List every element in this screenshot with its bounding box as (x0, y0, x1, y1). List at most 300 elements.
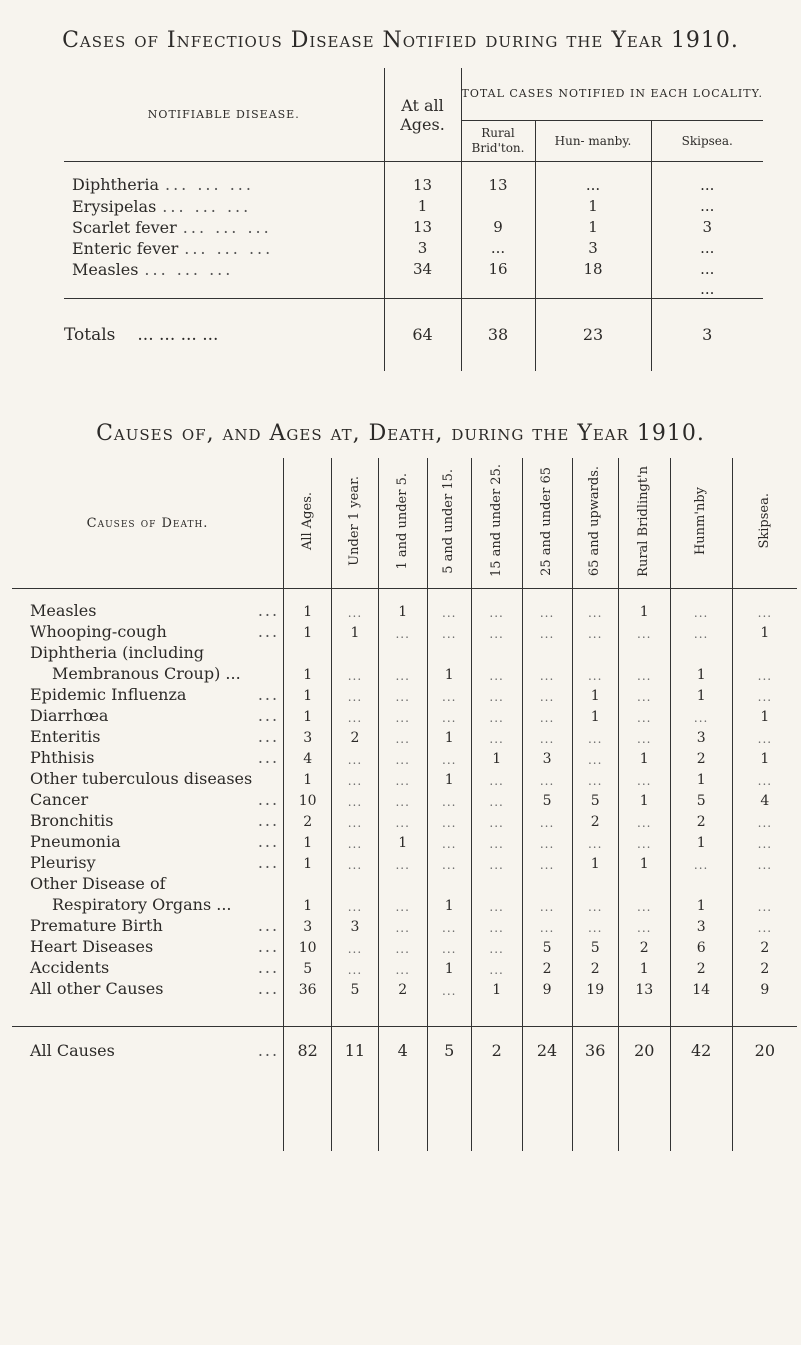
death-row (12, 589, 797, 621)
death-cell: 9 (522, 977, 572, 998)
death-cell-empty (732, 641, 797, 662)
all-causes-cell: 42 (670, 1027, 732, 1152)
header-col-6 (572, 458, 618, 589)
cause-name: All other Causes (30, 979, 164, 998)
spacer-skipsea: ... (651, 280, 763, 299)
death-cell: 1 (732, 746, 797, 767)
disease-name-cell (64, 238, 384, 259)
death-cell: 5 (572, 788, 618, 809)
death-cell: ... (522, 851, 572, 872)
death-cell-empty (471, 872, 522, 893)
death-cell: ... (732, 725, 797, 746)
death-cell: ... (378, 683, 427, 704)
cause-name: Accidents (30, 958, 110, 977)
all-causes-label: All Causes (30, 1041, 115, 1060)
spacer-cell (670, 998, 732, 1027)
death-cell-empty (572, 641, 618, 662)
death-cell: 4 (284, 746, 332, 767)
death-cell: 1 (732, 704, 797, 725)
all-causes-label-cell (12, 1027, 284, 1152)
causes-of-death-title: Causes of, and Ages at, Death, during the Year 1910. (96, 421, 705, 446)
death-cell: ... (572, 893, 618, 914)
cause-name-cell (12, 704, 284, 725)
death-cell: 1 (284, 830, 332, 851)
death-cell: 1 (670, 893, 732, 914)
header-col-4 (471, 458, 522, 589)
death-cell: ... (618, 914, 670, 935)
death-cell: 5 (522, 788, 572, 809)
death-cell: 1 (618, 851, 670, 872)
death-cell: 10 (284, 935, 332, 956)
death-cell: ... (332, 893, 378, 914)
death-cell: ... (572, 725, 618, 746)
spacer-all (384, 280, 461, 299)
death-row (12, 641, 797, 662)
cause-leader: ... (257, 622, 280, 641)
totals-label-cell (64, 298, 384, 371)
death-cell: 1 (332, 620, 378, 641)
disease-leader: ... ... ... (144, 259, 234, 279)
notified-row (64, 259, 763, 280)
death-cell: ... (471, 662, 522, 683)
death-cell: ... (522, 830, 572, 851)
death-cell: ... (378, 704, 427, 725)
death-cell: 3 (284, 725, 332, 746)
death-cell-empty (670, 872, 732, 893)
cell-all: 13 (384, 162, 461, 196)
cause-name-cell (12, 935, 284, 956)
death-cell-empty (332, 641, 378, 662)
death-cell: 2 (522, 956, 572, 977)
death-cell: ... (618, 725, 670, 746)
death-cell: 14 (670, 977, 732, 998)
death-cell: ... (522, 893, 572, 914)
death-cell: 1 (618, 746, 670, 767)
death-cell: ... (572, 830, 618, 851)
cause-name: Pleurisy (30, 853, 96, 872)
death-row (12, 788, 797, 809)
disease-name: Enteric fever (72, 238, 179, 258)
header-col-9 (732, 458, 797, 589)
death-cell: 1 (618, 589, 670, 621)
death-cell: ... (618, 620, 670, 641)
cell-rural: 13 (488, 175, 508, 194)
death-cell: 1 (670, 662, 732, 683)
death-cell-empty (332, 872, 378, 893)
death-cell: 2 (284, 809, 332, 830)
death-cell: 3 (522, 746, 572, 767)
disease-name: Scarlet fever (72, 217, 177, 237)
death-cell: 2 (618, 935, 670, 956)
death-cell: 1 (284, 683, 332, 704)
cell-hunmanby: ... (535, 162, 651, 196)
death-cell: ... (378, 809, 427, 830)
death-cell: ... (378, 725, 427, 746)
disease-name: Erysipelas (72, 196, 157, 216)
death-cell-empty (522, 641, 572, 662)
death-cell: ... (332, 788, 378, 809)
cause-name: Diphtheria (including (30, 643, 205, 662)
death-cell-empty (378, 872, 427, 893)
death-cell: ... (471, 725, 522, 746)
death-cell: ... (572, 662, 618, 683)
cause-leader: ... (257, 601, 280, 620)
death-cell: ... (427, 830, 471, 851)
death-cell: 1 (284, 620, 332, 641)
cell-all: 3 (384, 238, 461, 259)
header-col-label: Under 1 year. (346, 476, 362, 566)
death-cell: ... (427, 589, 471, 621)
death-cell: ... (332, 589, 378, 621)
death-cell: ... (471, 683, 522, 704)
spacer-cell (522, 998, 572, 1027)
death-cell: 1 (427, 767, 471, 788)
death-row (12, 767, 797, 788)
cell-all: 1 (384, 196, 461, 217)
cause-name: Respiratory Organs ... (52, 895, 232, 914)
totals-rural: 38 (461, 298, 535, 371)
cause-leader: ... (257, 748, 280, 767)
death-cell: 2 (378, 977, 427, 998)
death-cell: 2 (670, 746, 732, 767)
death-cell: ... (378, 914, 427, 935)
spacer-cell (618, 998, 670, 1027)
death-cell-empty (670, 641, 732, 662)
cause-name-cell (12, 851, 284, 872)
cell-skipsea: 3 (651, 217, 763, 238)
death-cell: 36 (284, 977, 332, 998)
death-cell: ... (471, 788, 522, 809)
cause-name-cell (12, 788, 284, 809)
death-row (12, 809, 797, 830)
death-cell: 3 (284, 914, 332, 935)
death-cell: 1 (427, 725, 471, 746)
cause-name-cell (12, 725, 284, 746)
header-col-label: 15 and under 25. (488, 464, 504, 578)
cell-rural: 9 (493, 218, 503, 236)
cause-name-cell (12, 767, 284, 788)
header-skipsea: Skipsea. (651, 121, 763, 162)
all-causes-row (12, 1027, 797, 1152)
cell-skipsea: ... (651, 238, 763, 259)
header-rural-bridlington: Rural Brid'ton. (461, 121, 535, 162)
header-col-label: 1 and under 5. (394, 472, 410, 570)
death-cell: ... (332, 830, 378, 851)
death-cell: 1 (284, 589, 332, 621)
death-row (12, 725, 797, 746)
death-cell: 13 (618, 977, 670, 998)
death-cell: 1 (378, 589, 427, 621)
cause-leader: ... (257, 958, 280, 977)
spacer-cell (572, 998, 618, 1027)
all-causes-cell: 11 (332, 1027, 378, 1152)
cell-rural: 16 (488, 260, 508, 278)
death-cell: ... (378, 662, 427, 683)
death-row (12, 914, 797, 935)
death-cell-empty (427, 641, 471, 662)
death-cell: ... (471, 956, 522, 977)
header-total-cases: TOTAL CASES NOTIFIED IN EACH LOCALITY. (461, 68, 763, 121)
death-cell-empty (284, 641, 332, 662)
header-causes-of-death: Causes of Death. (12, 458, 284, 589)
death-cell: ... (378, 935, 427, 956)
spacer-cell (332, 998, 378, 1027)
disease-name-cell (64, 217, 384, 238)
notified-title: Cases of Infectious Disease Notified during the Year 1910. (62, 28, 739, 53)
death-row (12, 662, 797, 683)
death-cell: ... (332, 662, 378, 683)
cause-name: Whooping-cough (30, 622, 167, 641)
disease-name: Diphtheria (72, 175, 159, 195)
cause-name: Bronchitis (30, 811, 114, 830)
totals-all-ages: 64 (384, 298, 461, 371)
death-cell: 2 (332, 725, 378, 746)
death-cell: 1 (284, 893, 332, 914)
death-cell: ... (572, 767, 618, 788)
death-cell: ... (522, 725, 572, 746)
cause-name-cell (12, 956, 284, 977)
death-row (12, 746, 797, 767)
all-causes-cell: 24 (522, 1027, 572, 1152)
all-causes-leader: ... (257, 1041, 280, 1060)
death-cell: ... (522, 767, 572, 788)
cause-name-cell (12, 872, 284, 893)
cause-name: Cancer (30, 790, 89, 809)
death-cell: ... (732, 683, 797, 704)
death-cell-empty (471, 641, 522, 662)
death-cell-empty (618, 641, 670, 662)
death-cell: ... (378, 788, 427, 809)
death-cell: ... (471, 935, 522, 956)
cause-name: Heart Diseases (30, 937, 154, 956)
death-cell: ... (427, 683, 471, 704)
death-cell: 1 (732, 620, 797, 641)
death-cell: ... (471, 704, 522, 725)
notified-header-row-1 (64, 68, 763, 121)
death-cell: 1 (670, 683, 732, 704)
death-cell: ... (572, 746, 618, 767)
cause-name: Epidemic Influenza (30, 685, 187, 704)
header-all-ages: At all Ages. (384, 68, 461, 162)
death-cell: 1 (284, 662, 332, 683)
header-col-label: Skipsea. (756, 493, 772, 549)
death-cell: ... (332, 704, 378, 725)
death-cell: ... (572, 620, 618, 641)
death-cell: 1 (378, 830, 427, 851)
death-cell: 10 (284, 788, 332, 809)
cell-skipsea: ... (651, 259, 763, 280)
causes-of-death-table (12, 458, 797, 1151)
death-cell: 5 (332, 977, 378, 998)
death-cell: ... (427, 977, 471, 998)
death-cell: 3 (670, 914, 732, 935)
death-cell: ... (670, 851, 732, 872)
death-cell: ... (618, 893, 670, 914)
death-cell: 1 (572, 683, 618, 704)
header-col-3 (427, 458, 471, 589)
death-cell: 1 (618, 956, 670, 977)
header-col-label: Hunm'nby (693, 486, 709, 556)
disease-leader: ... ... ... (182, 217, 272, 237)
causes-header-row (12, 458, 797, 589)
cause-name-cell (12, 641, 284, 662)
death-cell: ... (427, 809, 471, 830)
death-cell: 3 (332, 914, 378, 935)
totals-skipsea: 3 (651, 298, 763, 371)
death-cell: ... (471, 767, 522, 788)
death-cell: ... (522, 809, 572, 830)
cause-leader: ... (257, 937, 280, 956)
death-cell: 9 (732, 977, 797, 998)
death-cell: 1 (471, 977, 522, 998)
death-cell: 1 (471, 746, 522, 767)
disease-leader: ... ... ... (165, 175, 254, 195)
death-cell: 5 (670, 788, 732, 809)
all-causes-cell: 2 (471, 1027, 522, 1152)
death-cell: ... (378, 620, 427, 641)
death-cell: 1 (427, 662, 471, 683)
death-cell: 2 (732, 935, 797, 956)
spacer-cell (471, 998, 522, 1027)
death-cell-empty (572, 872, 618, 893)
cause-name-cell (12, 914, 284, 935)
death-cell: ... (618, 662, 670, 683)
death-cell: ... (427, 746, 471, 767)
disease-name-cell (64, 259, 384, 280)
notified-row (64, 238, 763, 259)
notified-cases-table (64, 68, 763, 371)
death-cell: ... (522, 683, 572, 704)
spacer-cell (64, 280, 384, 299)
death-cell: 2 (732, 956, 797, 977)
death-cell: ... (732, 589, 797, 621)
death-cell: ... (522, 589, 572, 621)
cell-rural: ... (490, 239, 506, 257)
cause-leader: ... (257, 685, 280, 704)
death-cell-empty (378, 641, 427, 662)
death-cell: ... (618, 704, 670, 725)
cause-name-cell (12, 977, 284, 998)
cell-hunmanby: 1 (535, 217, 651, 238)
death-cell: 1 (427, 893, 471, 914)
death-cell: ... (471, 893, 522, 914)
death-cell: 1 (618, 788, 670, 809)
death-cell: ... (572, 589, 618, 621)
cell-hunmanby: 1 (535, 196, 651, 217)
death-cell: 5 (284, 956, 332, 977)
death-cell: ... (471, 809, 522, 830)
cause-leader: ... (257, 790, 280, 809)
death-cell-empty (284, 872, 332, 893)
death-cell: ... (332, 809, 378, 830)
death-cell: 5 (572, 935, 618, 956)
death-cell: ... (732, 662, 797, 683)
header-col-2 (378, 458, 427, 589)
death-row (12, 830, 797, 851)
death-cell: ... (732, 830, 797, 851)
all-causes-cell: 82 (284, 1027, 332, 1152)
header-notifiable-disease: NOTIFIABLE DISEASE. (64, 68, 384, 162)
death-cell-empty (618, 872, 670, 893)
header-col-0 (284, 458, 332, 589)
cause-leader: ... (257, 916, 280, 935)
death-cell: ... (471, 830, 522, 851)
cell-all: 13 (384, 217, 461, 238)
death-cell: ... (332, 956, 378, 977)
totals-leader: ... ... ... ... (137, 324, 219, 345)
death-cell: ... (471, 914, 522, 935)
spacer-cell (12, 998, 284, 1027)
death-cell: ... (670, 704, 732, 725)
death-cell: ... (618, 809, 670, 830)
cause-name: Measles (30, 601, 97, 620)
cell-rural (461, 196, 535, 217)
death-cell-empty (522, 872, 572, 893)
death-row (12, 893, 797, 914)
cause-name-cell (12, 683, 284, 704)
death-row (12, 956, 797, 977)
death-cell: ... (522, 620, 572, 641)
death-cell: ... (332, 746, 378, 767)
notified-row (64, 162, 763, 196)
cell-all: 34 (384, 259, 461, 280)
death-cell: 5 (522, 935, 572, 956)
death-cell: ... (522, 914, 572, 935)
death-cell: 1 (572, 851, 618, 872)
death-cell: ... (618, 683, 670, 704)
all-causes-cell: 5 (427, 1027, 471, 1152)
death-cell: 1 (284, 851, 332, 872)
death-cell: 1 (670, 767, 732, 788)
death-cell: ... (522, 704, 572, 725)
totals-label: Totals (64, 324, 116, 345)
death-cell: 1 (284, 767, 332, 788)
death-cell: 6 (670, 935, 732, 956)
death-cell: ... (332, 935, 378, 956)
death-spacer-row (12, 998, 797, 1027)
header-col-label: Rural Bridlingt'n (636, 465, 652, 577)
death-cell: ... (427, 935, 471, 956)
death-cell: ... (427, 704, 471, 725)
disease-name-cell (64, 196, 384, 217)
death-row (12, 935, 797, 956)
cause-name-cell (12, 662, 284, 683)
notified-spacer-row (64, 280, 763, 299)
death-cell: ... (332, 767, 378, 788)
death-cell-empty (427, 872, 471, 893)
disease-leader: ... ... ... (184, 238, 274, 258)
death-cell: ... (378, 767, 427, 788)
spacer-rural (461, 280, 535, 299)
all-causes-cell: 20 (618, 1027, 670, 1152)
cause-name: Other tuberculous diseases (30, 769, 253, 788)
spacer-hunmanby (535, 280, 651, 299)
header-col-8 (670, 458, 732, 589)
disease-name: Measles (72, 259, 139, 279)
death-cell: 2 (670, 809, 732, 830)
cell-skipsea: ... (651, 196, 763, 217)
death-cell: ... (471, 851, 522, 872)
spacer-cell (284, 998, 332, 1027)
all-causes-cell: 36 (572, 1027, 618, 1152)
death-cell: ... (732, 914, 797, 935)
header-hunmanby: Hun- manby. (535, 121, 651, 162)
death-row (12, 704, 797, 725)
cause-leader: ... (257, 727, 280, 746)
death-cell: ... (732, 767, 797, 788)
death-cell: 4 (732, 788, 797, 809)
cause-name-cell (12, 620, 284, 641)
